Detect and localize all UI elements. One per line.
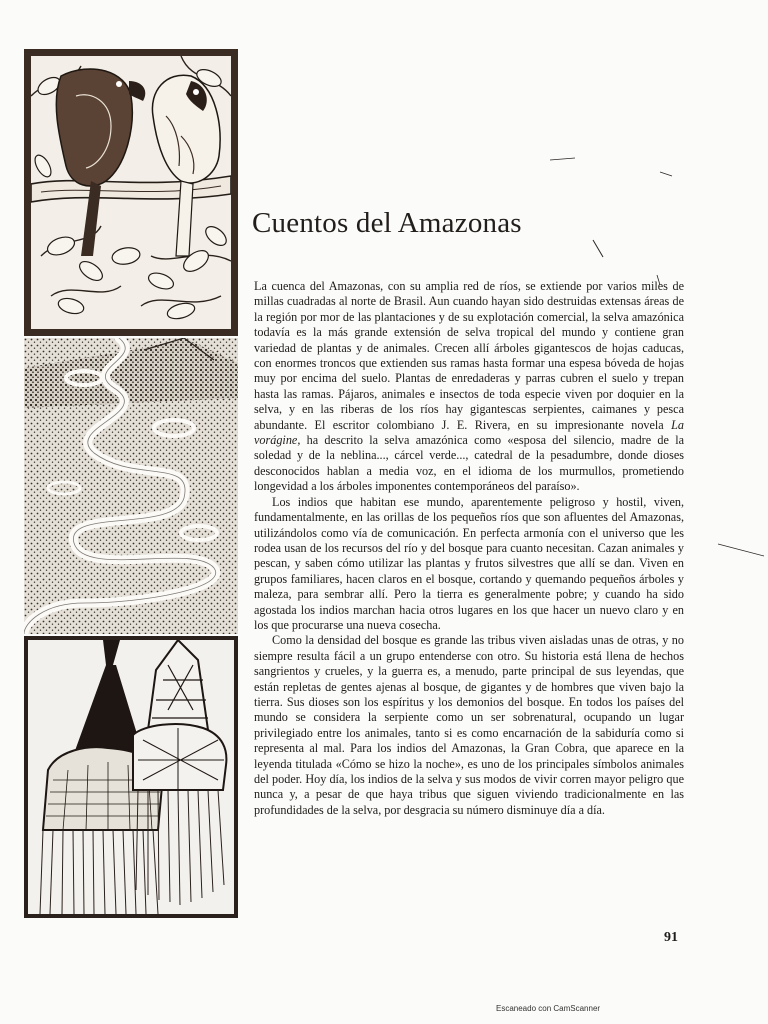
- paragraph-3: Como la densidad del bosque es grande las tribus viven aisladas unas de otras, y no siempre resulta fácil a un grupo entenderse con otro. Su historia está llena de hechos sangrientos y crueles, y la guerra es, a menudo, parte principal de sus leyendas, que están repletas de gentes ajenas al bosque, de gigantes y de hombres que viven bajo la tierra. Sus dioses son los espíritus y los demonios del bosque. En todos los países del mundo se considera la serpiente como un ser sobrenatural, ocupando un lugar privilegiado entre los animales, tanto si es como encarnación de la sabiduría como si representa al mal. Para los indios del Amazonas, la Gran Cobra, que aparece en la leyenda titulada «Cómo se hizo la noche», es uno de los principales símbolos animales del poder. Hoy día, los indios de la selva y sus modos de vivir corren mayor peligro que nunca y, a pesar de que haya tribus que siguen viviendo tradicionalmente en las profundidades de la selva, por desgracia su número disminuye día a día.: [254, 633, 684, 817]
- paragraph-1-part-b: ha descrito la selva amazónica como «esposa del silencio, madre de la soledad y de la neblina..., cárcel verde..., catedral de la pesadumbre, donde dioses desconocidos hablan a media voz, en el idioma de los murmullos, prometiendo longevidad a los árboles imponentes contemporáneos del paraíso».: [254, 433, 684, 494]
- scanner-watermark: Escaneado con CamScanner: [496, 1004, 601, 1013]
- river-landscape-illustration: [24, 338, 238, 634]
- macaws-illustration: [24, 49, 238, 336]
- paragraph-1-part-a: La cuenca del Amazonas, con su amplia red de ríos, se extiende por varios miles de millas cuadradas al norte de Brasil. Aun cuando hayan sido destruidas extensas áreas de la región por mor de las plantaciones y de su explotación comercial, la selva amazónica todavía es la más grande extensión de selva tropical del mundo y contiene gran variedad de plantas y de animales. Crecen allí árboles gigantescos de hojas caducas, con enormes troncos que extienden sus ramas hasta formar una espesa bóveda de hojas muy por encima del suelo. Plantas de enredaderas y parras cubren el suelo y trepan hasta las ramas. Pájaros, animales e insectos de toda especie viven por doquier en la selva, y en las riberas de los ríos hay gigantescas serpientes, caimanes y pesca abundante. El escritor colombiano J. E. Rivera, en su impresionante novela: [254, 279, 684, 432]
- paragraph-1: [254, 279, 684, 495]
- page-title: Cuentos del Amazonas: [252, 207, 522, 239]
- masked-dancers-illustration: [24, 636, 238, 918]
- article-body: [254, 279, 684, 818]
- paragraph-2: Los indios que habitan ese mundo, aparentemente peligroso y hostil, viven, fundamentalmente, en las orillas de los pequeños ríos que son afluentes del Amazonas, utilizándolos como vía de comunicación. En perfecta armonía con el universo que les rodea usan de los recursos del río y del bosque para cuanto necesitan. Cazan animales y pescan, y saben cómo utilizar las plantas y frutos silvestres que allí se dan. Viven en grupos familiares, hacen claros en el bosque, cortando y quemando pequeños árboles y maleza, para sembrar allí. Pero la tierra es generalmente pobre; y cuando ha sido agostada los indios marchan hacia otros lugares en los que hacer un nuevo claro y en los que procurarse una nueva cosecha.: [254, 494, 684, 632]
- page-number: 91: [664, 930, 678, 945]
- novel-title: La vorágine,: [254, 417, 684, 448]
